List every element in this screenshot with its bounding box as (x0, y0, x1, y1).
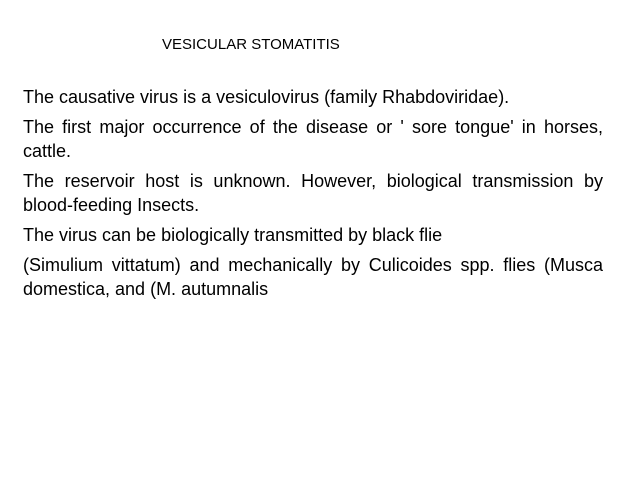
slide-body (23, 85, 603, 301)
slide-title: VESICULAR STOMATITIS (162, 36, 340, 53)
paragraph-first-occurrence: The first major occurrence of the disease or ' sore tongue' in horses, cattle. (23, 117, 603, 161)
paragraph-causative-virus: The causative virus is a vesiculovirus (family Rhabdoviridae). (23, 87, 510, 107)
paragraph-black-fly-transmission: The virus can be biologically transmitted by black flie (23, 225, 443, 245)
paragraph-mechanical-transmission: (Simulium vittatum) and mechanically by Culicoides spp. flies (Musca domestica, and (M. autumnalis (23, 255, 603, 299)
paragraph-reservoir-host: The reservoir host is unknown. However, biological transmission by blood-feeding Insects. (23, 171, 603, 215)
